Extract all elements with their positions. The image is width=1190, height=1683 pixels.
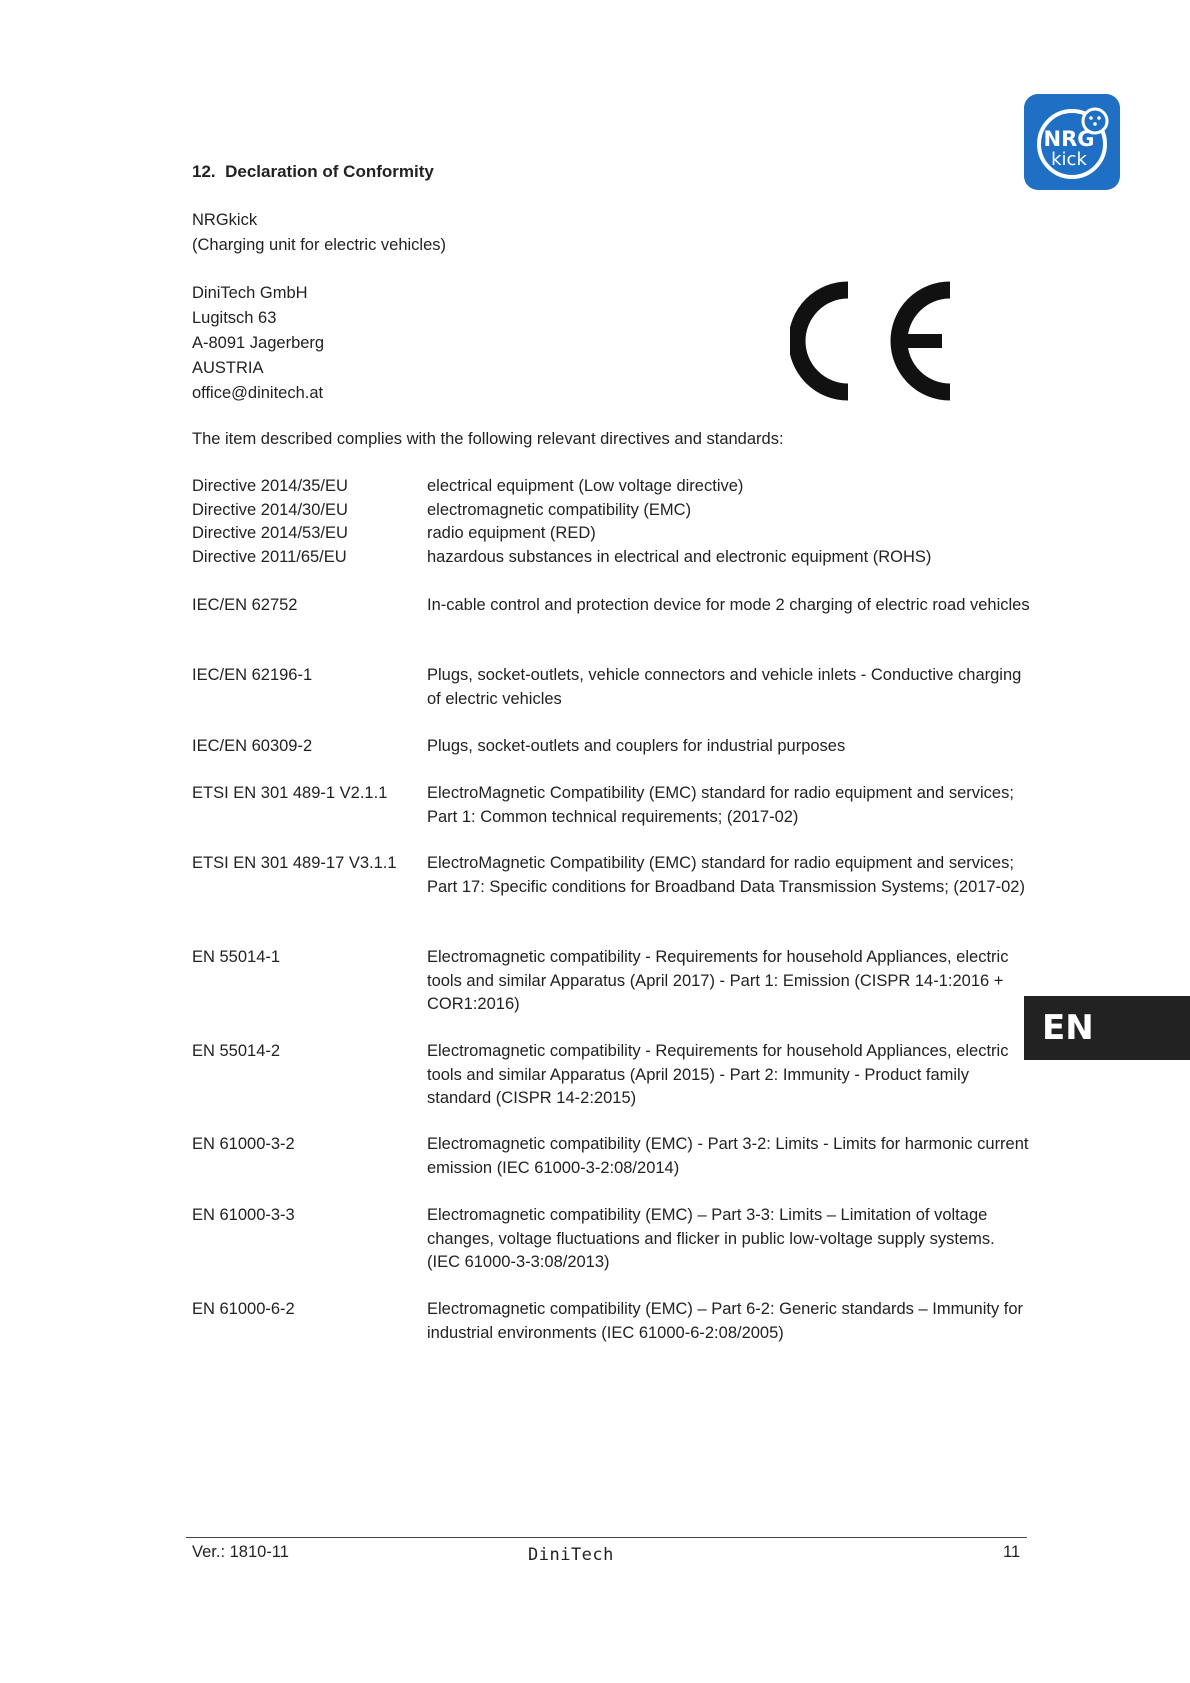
footer-brand-logo: DiniTech — [528, 1545, 614, 1565]
manufacturer-country: AUSTRIA — [192, 359, 264, 377]
standard-code: EN 61000-6-2 — [192, 1300, 295, 1318]
standard-code: EN 55014-1 — [192, 948, 281, 966]
standard-row — [192, 735, 1032, 759]
standard-row — [192, 664, 1032, 711]
standard-row — [192, 1204, 1032, 1275]
directive-row — [192, 546, 1032, 570]
standard-desc: In-cable control and protection device for mode 2 charging of electric road vehicles — [427, 596, 1030, 614]
directive-code: Directive 2011/65/EU — [192, 547, 347, 566]
standard-row — [192, 1040, 1032, 1111]
logo-line1: NRG — [1043, 127, 1095, 151]
directive-row — [192, 475, 1032, 499]
standard-desc: Plugs, socket-outlets, vehicle connectors and vehicle inlets - Conductive charging of electric vehicles — [427, 666, 1022, 708]
standard-desc: Plugs, socket-outlets and couplers for industrial purposes — [427, 737, 846, 755]
nrgkick-logo-icon — [1029, 99, 1115, 185]
product-name: NRGkick — [192, 211, 258, 229]
standard-desc: Electromagnetic compatibility - Requirements for household Appliances, electric tools and similar Apparatus (April 2015) - Part 2: Immunity - Product family standard (CISPR 14-2:2015) — [427, 1042, 1009, 1107]
standard-desc: Electromagnetic compatibility - Requirements for household Appliances, electric tools and similar Apparatus (April 2017) - Part 1: Emission (CISPR 14-1:2016 + COR1:2016) — [427, 948, 1009, 1013]
directive-desc: electromagnetic compatibility (EMC) — [427, 500, 692, 519]
standard-code: IEC/EN 62752 — [192, 596, 298, 614]
standard-code: ETSI EN 301 489-17 V3.1.1 — [192, 854, 397, 872]
manufacturer-address — [192, 281, 324, 406]
directive-code: Directive 2014/30/EU — [192, 500, 348, 519]
directives-list — [192, 475, 1032, 569]
standard-desc: ElectroMagnetic Compatibility (EMC) standard for radio equipment and services; Part 1: Common technical requirements; (2017-02) — [427, 784, 1014, 826]
manufacturer-city: A-8091 Jagerberg — [192, 334, 325, 352]
standard-code: IEC/EN 60309-2 — [192, 737, 313, 755]
product-description: (Charging unit for electric vehicles) — [192, 236, 447, 254]
section-number: 12. — [192, 162, 216, 181]
nrgkick-logo — [1024, 94, 1120, 190]
directive-code: Directive 2014/35/EU — [192, 477, 348, 495]
standard-desc: Electromagnetic compatibility (EMC) – Part 3-3: Limits – Limitation of voltage changes, voltage fluctuations and flicker in public low-voltage supply systems. (IEC 61000-3-3:08/2013) — [427, 1206, 995, 1271]
manufacturer-name: DiniTech GmbH — [192, 284, 308, 302]
product-block — [192, 208, 446, 258]
manufacturer-email: office@dinitech.at — [192, 384, 324, 402]
ce-mark-icon — [790, 280, 960, 402]
directive-code: Directive 2014/53/EU — [192, 524, 348, 542]
standard-row — [192, 852, 1032, 899]
directive-desc: radio equipment (RED) — [427, 524, 596, 542]
standard-row — [192, 1298, 1032, 1345]
standard-row — [192, 1133, 1032, 1180]
standard-desc: Electromagnetic compatibility (EMC) – Part 6-2: Generic standards – Immunity for industrial environments (IEC 61000-6-2:08/2005) — [427, 1300, 1024, 1342]
standard-code: EN 55014-2 — [192, 1042, 281, 1060]
standard-desc: ElectroMagnetic Compatibility (EMC) standard for radio equipment and services; Part 17: Specific conditions for Broadband Data Transmission Systems; (2017-02) — [427, 854, 1025, 896]
standard-row — [192, 594, 1032, 618]
directive-row — [192, 499, 1032, 523]
manufacturer-street: Lugitsch 63 — [192, 309, 277, 327]
logo-line2: kick — [1051, 149, 1087, 170]
standard-code: ETSI EN 301 489-1 V2.1.1 — [192, 784, 388, 802]
standard-row — [192, 782, 1032, 829]
directive-desc: hazardous substances in electrical and electronic equipment (ROHS) — [427, 547, 932, 566]
standard-code: EN 61000-3-3 — [192, 1206, 295, 1224]
directive-row — [192, 522, 1032, 546]
page-number: 11 — [1003, 1543, 1021, 1561]
footer-version: Ver.: 1810-11 — [192, 1543, 289, 1561]
compliance-intro: The item described complies with the following relevant directives and standards: — [192, 430, 784, 448]
section-title: Declaration of Conformity — [225, 162, 434, 181]
section-heading — [192, 162, 434, 182]
standard-row — [192, 946, 1032, 1017]
footer-divider — [186, 1537, 1027, 1538]
directive-desc: electrical equipment (Low voltage directive) — [427, 477, 744, 495]
standard-desc: Electromagnetic compatibility (EMC) - Part 3-2: Limits - Limits for harmonic current emission (IEC 61000-3-2:08/2014) — [427, 1135, 1029, 1177]
standard-code: IEC/EN 62196-1 — [192, 666, 313, 684]
standard-code: EN 61000-3-2 — [192, 1135, 295, 1153]
language-tab-en: EN — [1024, 996, 1190, 1060]
